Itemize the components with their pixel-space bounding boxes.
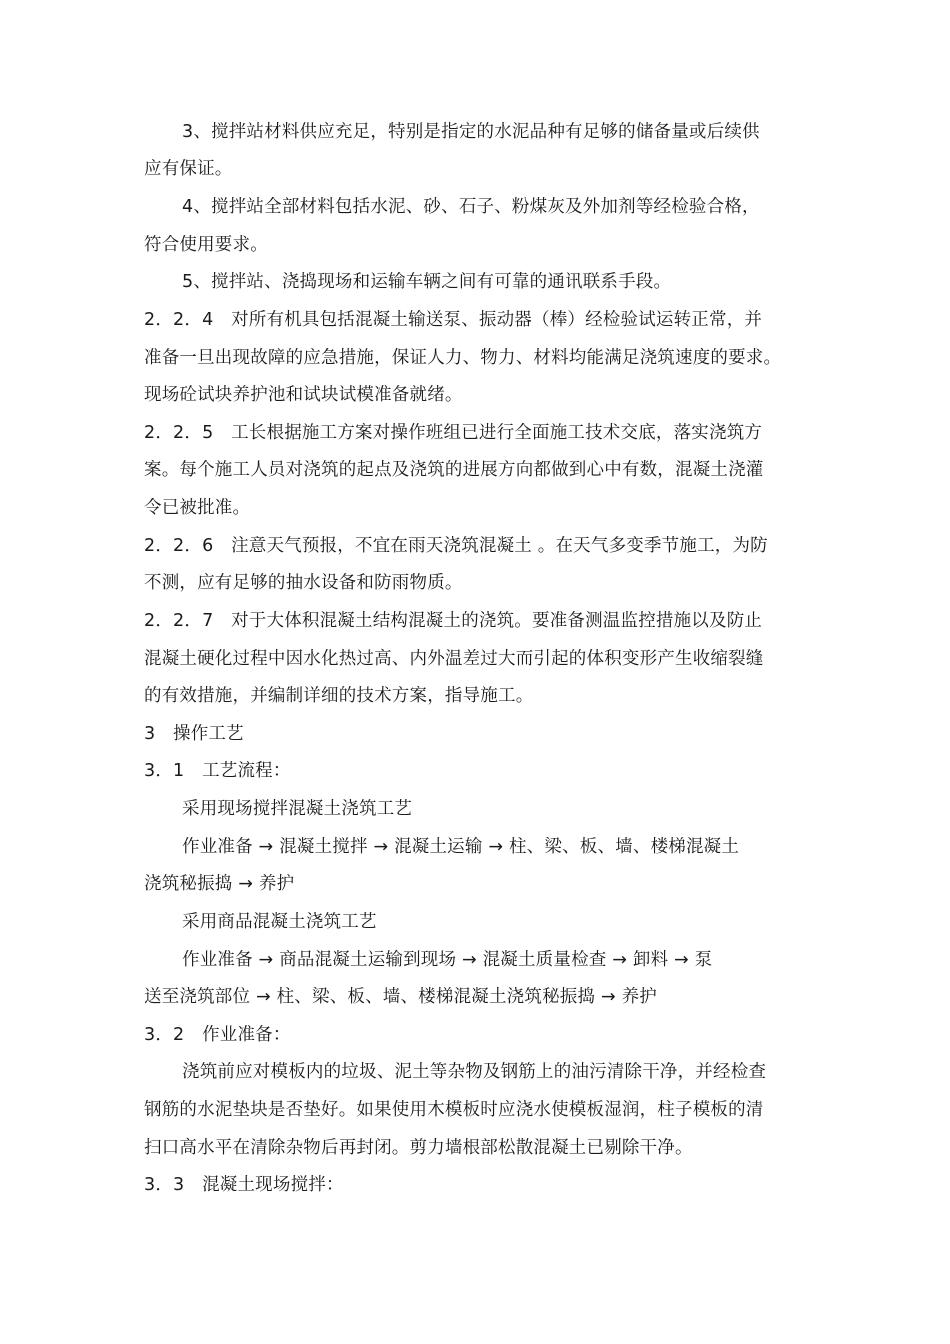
paragraph-line: 钢筋的水泥垫块是否垫好。如果使用木模板时应浇水使模板湿润，柱子模板的清 [144,1100,764,1120]
paragraph-line: 案。每个施工人员对浇筑的起点及浇筑的进展方向都做到心中有数，混凝土浇灌 [144,460,764,480]
process-title: 采用商品混凝土浇筑工艺 [182,912,377,932]
paragraph-line: 准备一旦出现故障的应急措施，保证人力、物力、材料均能满足浇筑速度的要求。 [144,348,782,368]
paragraph-line: 扫口高水平在清除杂物后再封闭。剪力墙根部松散混凝土已剔除干净。 [144,1138,693,1158]
section-heading-2-2-6: 2．2．6 注意天气预报，不宜在雨天浇筑混凝土 。在天气多变季节施工，为防 [144,536,768,556]
process-flow-line: 作业准备 → 商品混凝土运输到现场 → 混凝土质量检查 → 卸料 → 泵 [182,950,713,970]
paragraph-line: 现场砼试块养护池和试块试模准备就绪。 [144,385,463,405]
paragraph-line: 应有保证。 [144,159,233,179]
section-heading-3-3: 3．3 混凝土现场搅拌： [144,1175,344,1195]
section-heading-3: 3 操作工艺 [144,724,244,744]
paragraph-line: 符合使用要求。 [144,235,268,255]
process-flow-line: 浇筑秘振捣 → 养护 [144,874,295,894]
paragraph-line: 的有效措施，并编制详细的技术方案，指导施工。 [144,686,534,706]
section-heading-2-2-7: 2．2．7 对于大体积混凝土结构混凝土的浇筑。要准备测温监控措施以及防止 [144,611,763,631]
paragraph-line: 混凝土硬化过程中因水化热过高、内外温差过大而引起的体积变形产生收缩裂缝 [144,649,764,669]
section-heading-2-2-4: 2．2．4 对所有机具包括混凝土输送泵、振动器（棒）经检验试运转正常，并 [144,310,763,330]
paragraph-line: 浇筑前应对模板内的垃圾、泥土等杂物及钢筋上的油污清除干净，并经检查 [182,1062,767,1082]
paragraph-line: 令已被批准。 [144,498,251,518]
paragraph-line: 不测，应有足够的抽水设备和防雨物质。 [144,573,463,593]
process-title: 采用现场搅拌混凝土浇筑工艺 [182,799,413,819]
section-heading-2-2-5: 2．2．5 工长根据施工方案对操作班组已进行全面施工技术交底，落实浇筑方 [144,423,763,443]
paragraph-line: 5、搅拌站、浇捣现场和运输车辆之间有可靠的通讯联系手段。 [182,272,672,292]
process-flow-line: 作业准备 → 混凝土搅拌 → 混凝土运输 → 柱、梁、板、墙、楼梯混凝土 [182,837,740,857]
paragraph-line: 4、搅拌站全部材料包括水泥、砂、石子、粉煤灰及外加剂等经检验合格， [182,197,760,217]
paragraph-line: 3、搅拌站材料供应充足，特别是指定的水泥品种有足够的储备量或后续供 [182,122,760,142]
process-flow-line: 送至浇筑部位 → 柱、梁、板、墙、楼梯混凝土浇筑秘振捣 → 养护 [144,987,657,1007]
section-heading-3-1: 3．1 工艺流程： [144,761,291,781]
section-heading-3-2: 3．2 作业准备： [144,1025,291,1045]
